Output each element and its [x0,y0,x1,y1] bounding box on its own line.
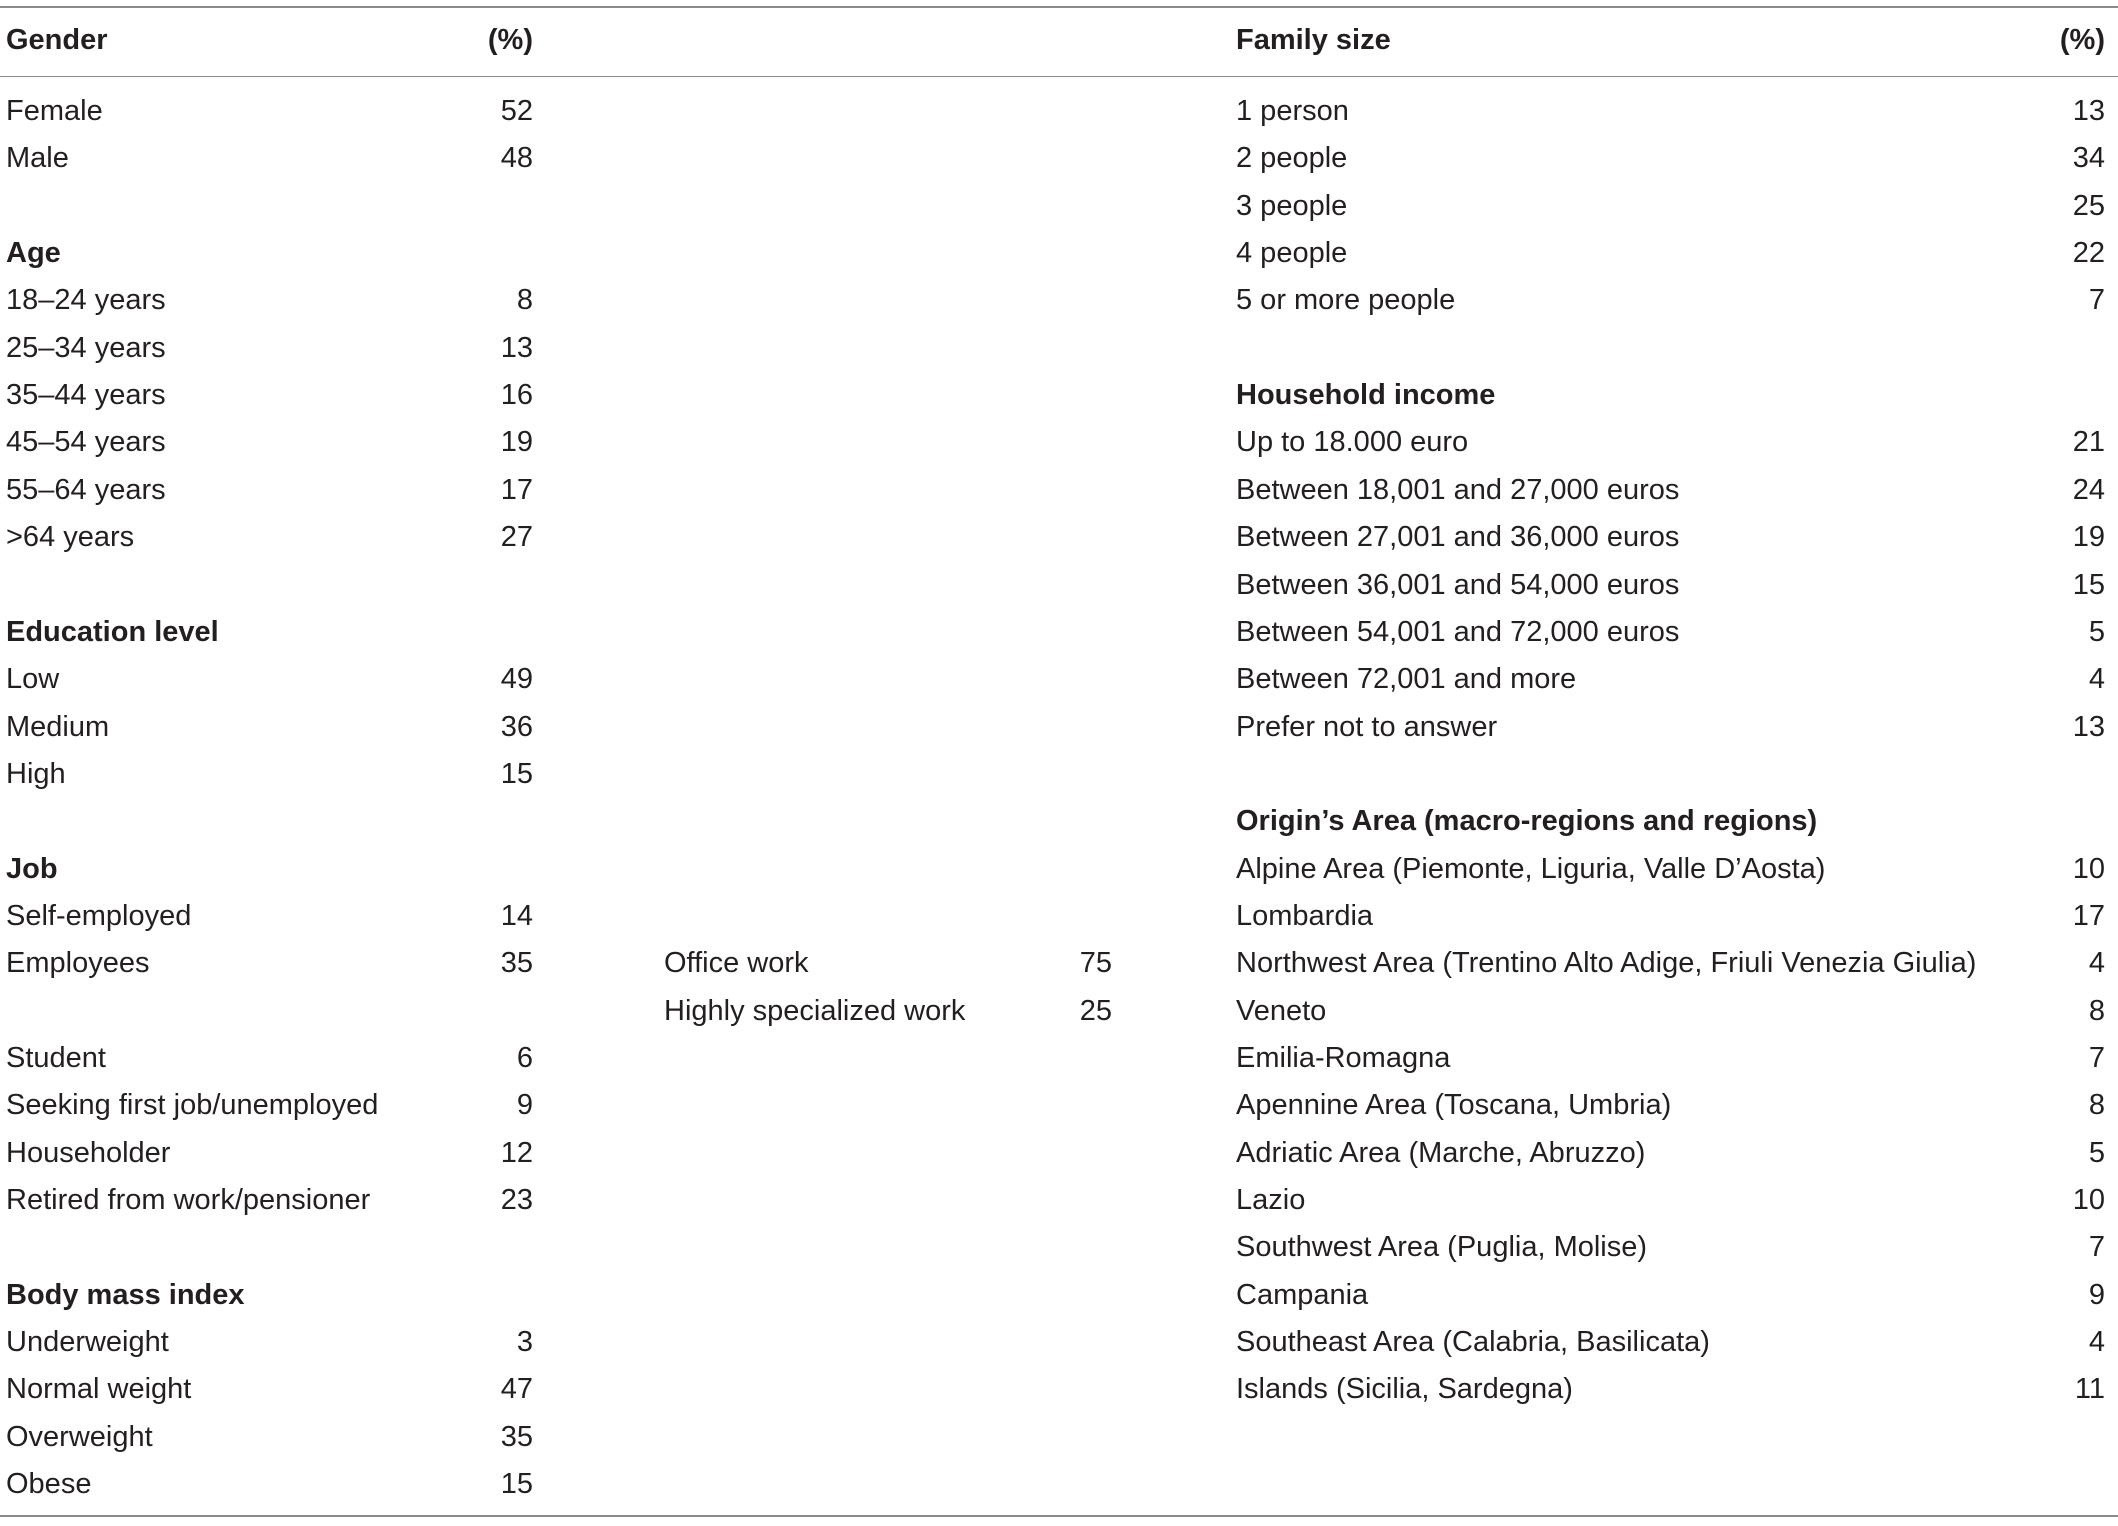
row-label: Islands (Sicilia, Sardegna) [1236,1373,1573,1406]
row-value: 16 [500,379,533,412]
row-value: 9 [2088,1278,2105,1311]
row-value: 22 [2072,237,2105,270]
row-value: 52 [500,95,533,127]
row-value: 36 [500,710,533,743]
row-value: 49 [500,663,533,696]
row-label: Between 72,001 and more [1236,663,1577,696]
row-value: 7 [2088,1231,2105,1264]
row-label: Veneto [1236,994,1327,1027]
row-value: 19 [2072,521,2105,554]
column-header: Gender [6,24,108,56]
row-label: 25–34 years [6,331,166,364]
row-label: 55–64 years [6,473,166,506]
header-rule [0,76,2118,77]
section-heading: Job [6,852,58,885]
row-value: 13 [500,331,533,364]
row-label: Lombardia [1236,899,1374,932]
row-value: 15 [500,757,533,790]
row-label: Between 18,001 and 27,000 euros [1236,473,1680,506]
row-label: 4 people [1236,237,1348,270]
row-value: 4 [2088,947,2105,980]
row-value: 14 [500,899,533,932]
row-label: 35–44 years [6,379,166,412]
row-label: Between 27,001 and 36,000 euros [1236,521,1680,554]
row-label: Low [6,663,60,696]
sub-row-label: Highly specialized work [664,994,966,1027]
row-value: 35 [500,1420,533,1453]
row-value: 15 [500,1468,533,1501]
row-label: Between 36,001 and 54,000 euros [1236,568,1680,601]
row-value: 17 [2072,899,2105,932]
row-value: 25 [2072,189,2105,222]
section-heading: Household income [1236,379,1496,412]
row-label: High [6,757,66,790]
row-value: 8 [516,284,533,317]
row-label: Adriatic Area (Marche, Abruzzo) [1236,1136,1646,1169]
row-value: 21 [2072,426,2105,459]
row-value: 8 [2088,1089,2105,1122]
section-heading: Age [6,237,61,270]
row-value: 11 [2074,1373,2105,1406]
row-value: 6 [516,1042,533,1074]
row-value: 17 [500,473,533,506]
percent-header: (%) [2059,24,2105,56]
row-label: Student [6,1042,106,1074]
row-label: 2 people [1236,142,1348,175]
row-value: 12 [500,1136,533,1169]
row-label: Male [6,142,69,175]
row-value: 7 [2088,1042,2105,1074]
row-value: 34 [2072,142,2105,175]
column-header: Family size [1236,24,1391,56]
section-heading: Body mass index [6,1278,245,1311]
row-value: 19 [500,426,533,459]
row-value: 4 [2088,1326,2105,1359]
section-heading: Education level [6,615,219,648]
row-label: Underweight [6,1326,169,1359]
row-label: Emilia-Romagna [1236,1042,1451,1074]
sub-row-label: Office work [664,947,809,980]
table-top-rule [0,6,2118,8]
row-value: 47 [500,1373,533,1406]
row-label: Prefer not to answer [1236,710,1498,743]
row-label: 1 person [1236,95,1349,127]
row-label: Normal weight [6,1373,192,1406]
row-label: Alpine Area (Piemonte, Liguria, Valle D’Aosta) [1236,852,1826,885]
row-value: 13 [2072,95,2105,127]
row-label: Southeast Area (Calabria, Basilicata) [1236,1326,1710,1359]
row-value: 9 [516,1089,533,1122]
row-value: 15 [2072,568,2105,601]
row-value: 4 [2088,663,2105,696]
row-value: 35 [500,947,533,980]
percent-header: (%) [487,24,533,56]
row-label: Self-employed [6,899,192,932]
row-label: 45–54 years [6,426,166,459]
table-bottom-rule [0,1515,2118,1517]
row-label: Householder [6,1136,171,1169]
sub-row-value: 75 [1079,947,1112,980]
row-label: 18–24 years [6,284,166,317]
row-value: 10 [2072,852,2105,885]
row-value: 10 [2072,1184,2105,1217]
row-value: 5 [2088,615,2105,648]
row-label: Employees [6,947,150,980]
row-label: 3 people [1236,189,1348,222]
row-label: Campania [1236,1278,1369,1311]
row-value: 48 [500,142,533,175]
row-value: 23 [500,1184,533,1217]
row-value: 24 [2072,473,2105,506]
row-label: >64 years [6,521,135,554]
row-label: Between 54,001 and 72,000 euros [1236,615,1680,648]
row-label: Medium [6,710,110,743]
sub-row-value: 25 [1079,994,1112,1027]
row-label: Retired from work/pensioner [6,1184,371,1217]
row-value: 13 [2072,710,2105,743]
row-value: 5 [2088,1136,2105,1169]
row-value: 8 [2088,994,2105,1027]
row-label: 5 or more people [1236,284,1456,317]
row-label: Obese [6,1468,92,1501]
row-label: Apennine Area (Toscana, Umbria) [1236,1089,1672,1122]
row-label: Up to 18.000 euro [1236,426,1469,459]
section-heading: Origin’s Area (macro-regions and regions) [1236,805,1818,838]
row-label: Seeking first job/unemployed [6,1089,379,1122]
row-value: 7 [2088,284,2105,317]
row-label: Lazio [1236,1184,1306,1217]
row-label: Northwest Area (Trentino Alto Adige, Friuli Venezia Giulia) [1236,947,1977,980]
row-label: Female [6,95,103,127]
row-label: Overweight [6,1420,153,1453]
row-label: Southwest Area (Puglia, Molise) [1236,1231,1648,1264]
row-value: 3 [516,1326,533,1359]
row-value: 27 [500,521,533,554]
